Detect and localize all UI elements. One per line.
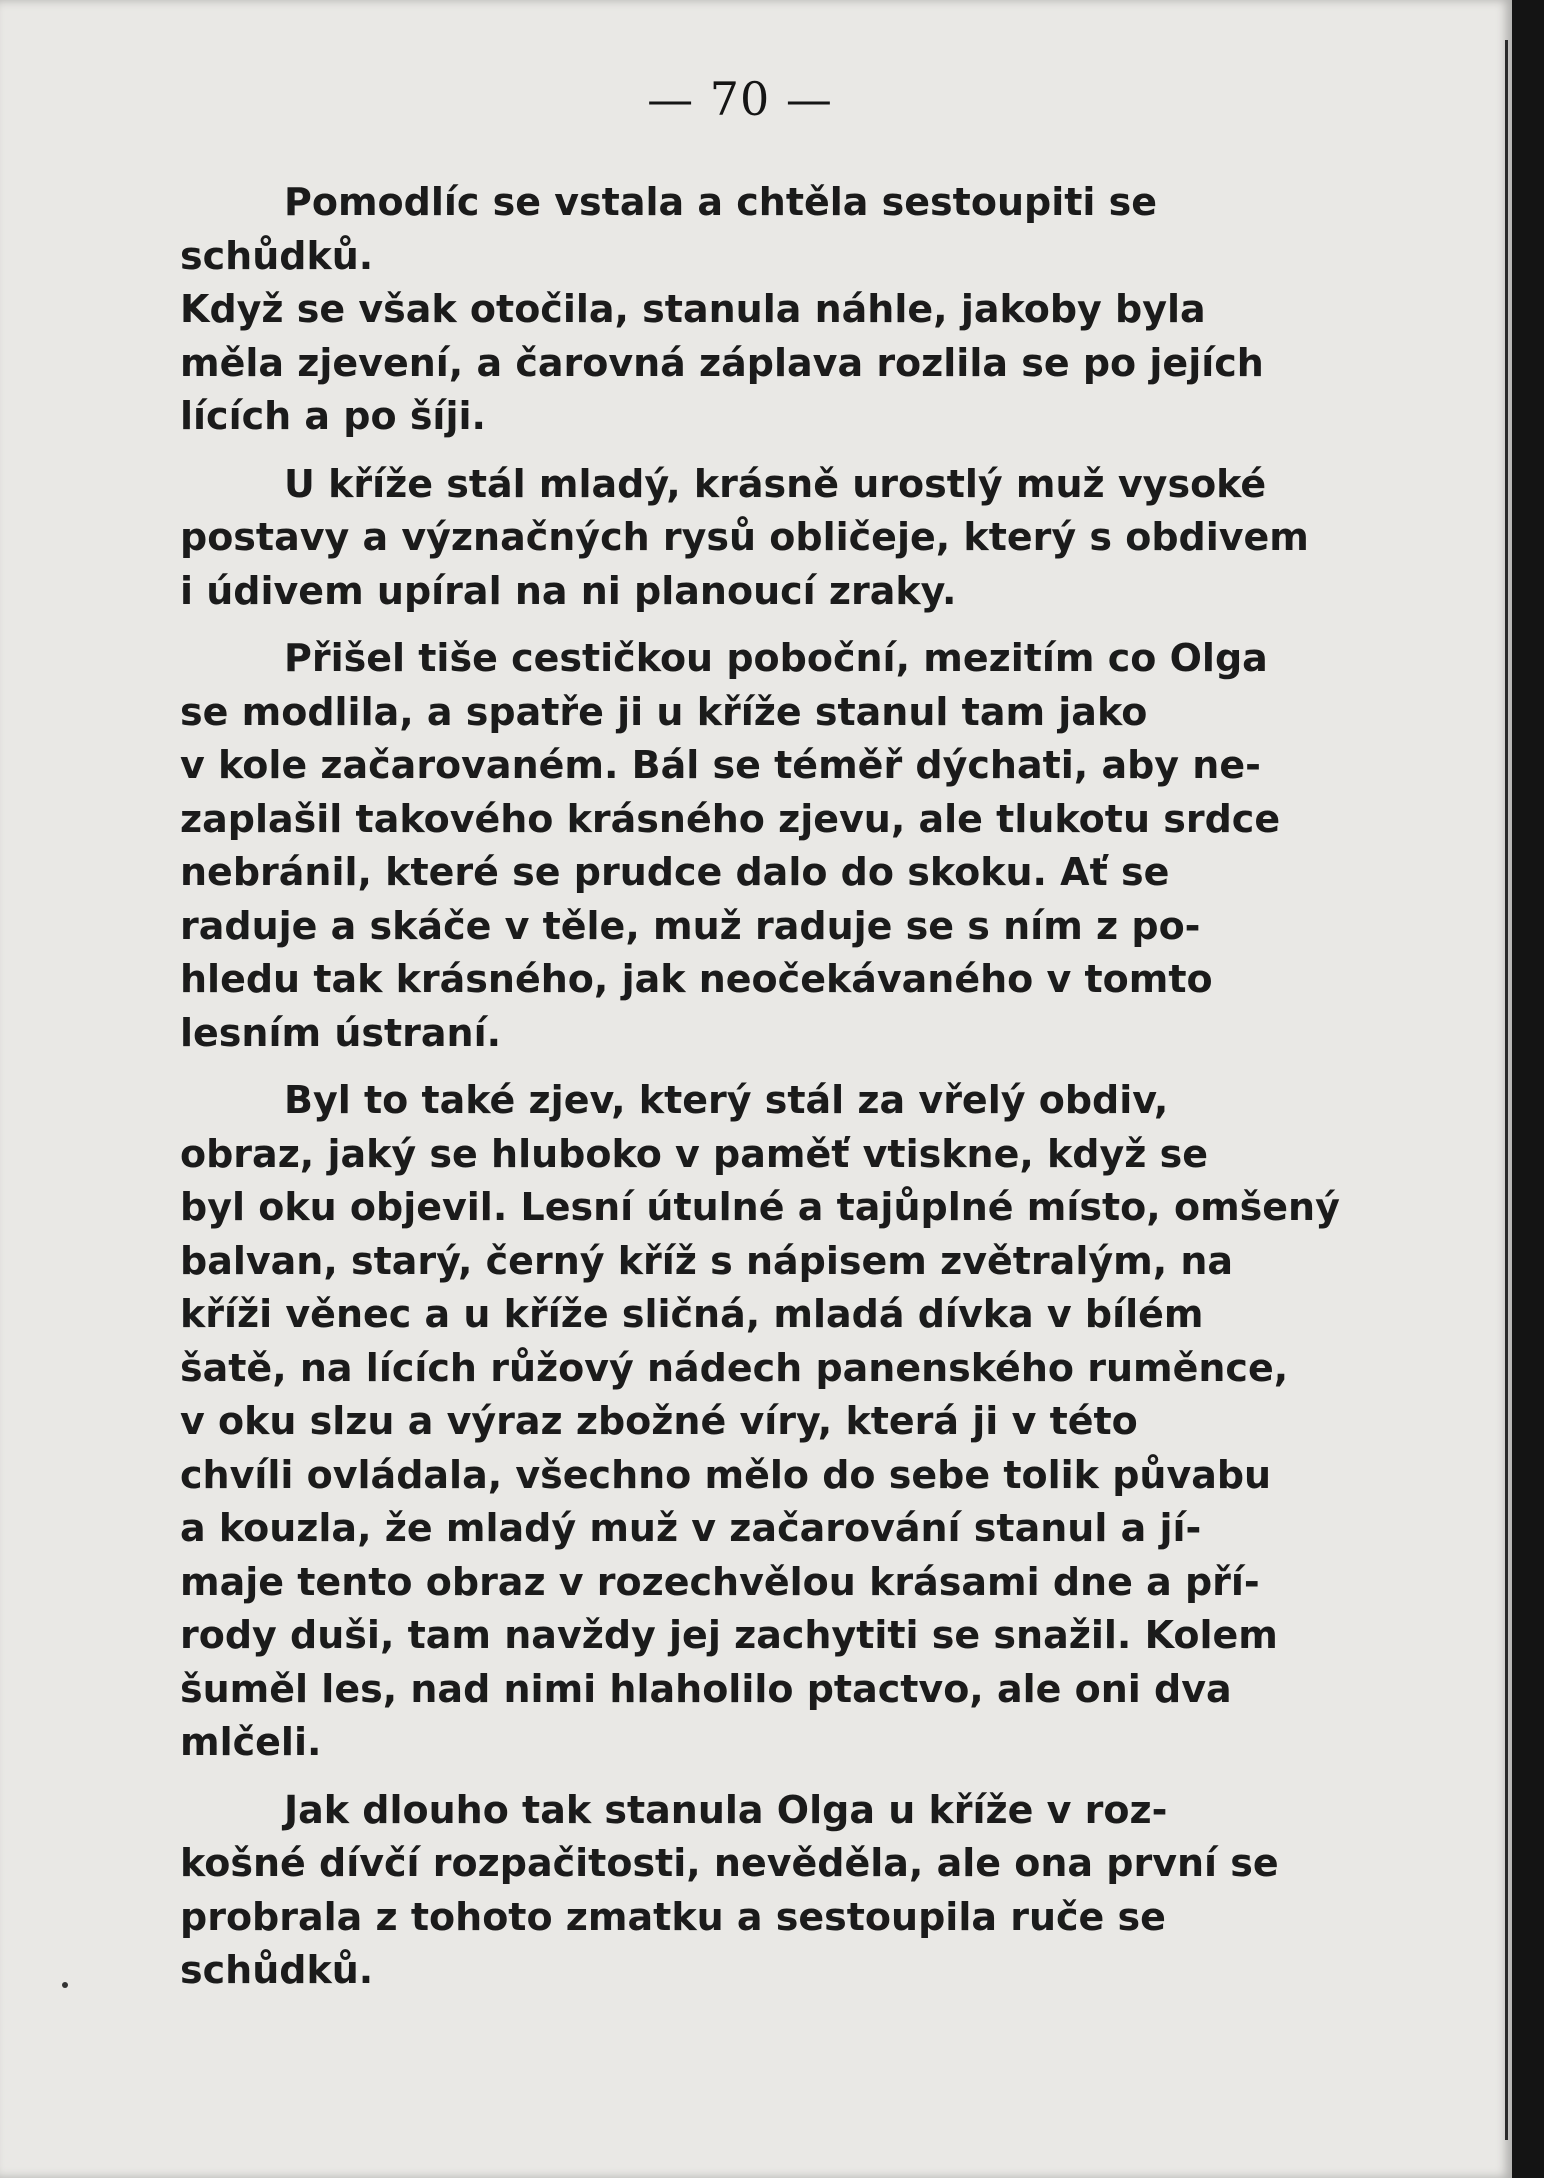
paragraph: Jak dlouho tak stanula Olga u kříže v roz- košné dívčí rozpačitosti, nevěděla, ale ona první se probrala z tohoto zmatku a sestoupila ruče se schůdků. (180, 1787, 1279, 1992)
paragraph: Přišel tiše cestičkou poboční, mezitím co Olga se modlila, a spatře ji u kříže stanul tam jako v kole začarovaném. Bál se téměř dýchati, aby ne- zaplašil takového krásného zjevu, ale tlukotu srdce nebránil, které se prudce dalo do skoku. Ať se raduje a skáče v těle, muž raduje se s ním z po- hledu tak krásného, jak neočekávaného v tomto lesním ústraní. (180, 636, 1281, 1055)
ink-speck (62, 1982, 68, 1988)
paragraph: U kříže stál mladý, krásně urostlý muž vysoké postavy a význačných rysů obličeje, který s obdivem i údivem upíral na ni planoucí zraky. (180, 461, 1309, 613)
paragraph: Byl to také zjev, který stál za vřelý obdiv, obraz, jaký se hluboko v paměť vtiskne, když se byl oku objevil. Lesní útulné a tajůplné místo, omšený balvan, starý, černý kříž s nápisem zvětralým, na kříži věnec a u kříže sličná, mladá dívka v bílém šatě, na lících růžový nádech panenského ruměnce, v oku slzu a výraz zbožné víry, která ji v této chvíli ovládala, všechno mělo do sebe tolik půvabu a kouzla, že mladý muž v začarování stanul a jí- maje tento obraz v rozechvělou krásami dne a pří- rody duši, tam navždy jej zachytiti se snažil. Kolem šuměl les, nad nimi hlaholilo ptactvo, ale oni dva mlčeli. (180, 1078, 1340, 1764)
page-number: — 70 — (647, 72, 833, 126)
paragraph: Pomodlíc se vstala a chtěla sestoupiti se schůdků. Když se však otočila, stanula náhle, jakoby byla měla zjevení, a čarovná záplava rozlila se po jejích lících a po šíji. (180, 180, 1264, 438)
page-edge (1505, 40, 1508, 2140)
body-text (180, 176, 1362, 1998)
